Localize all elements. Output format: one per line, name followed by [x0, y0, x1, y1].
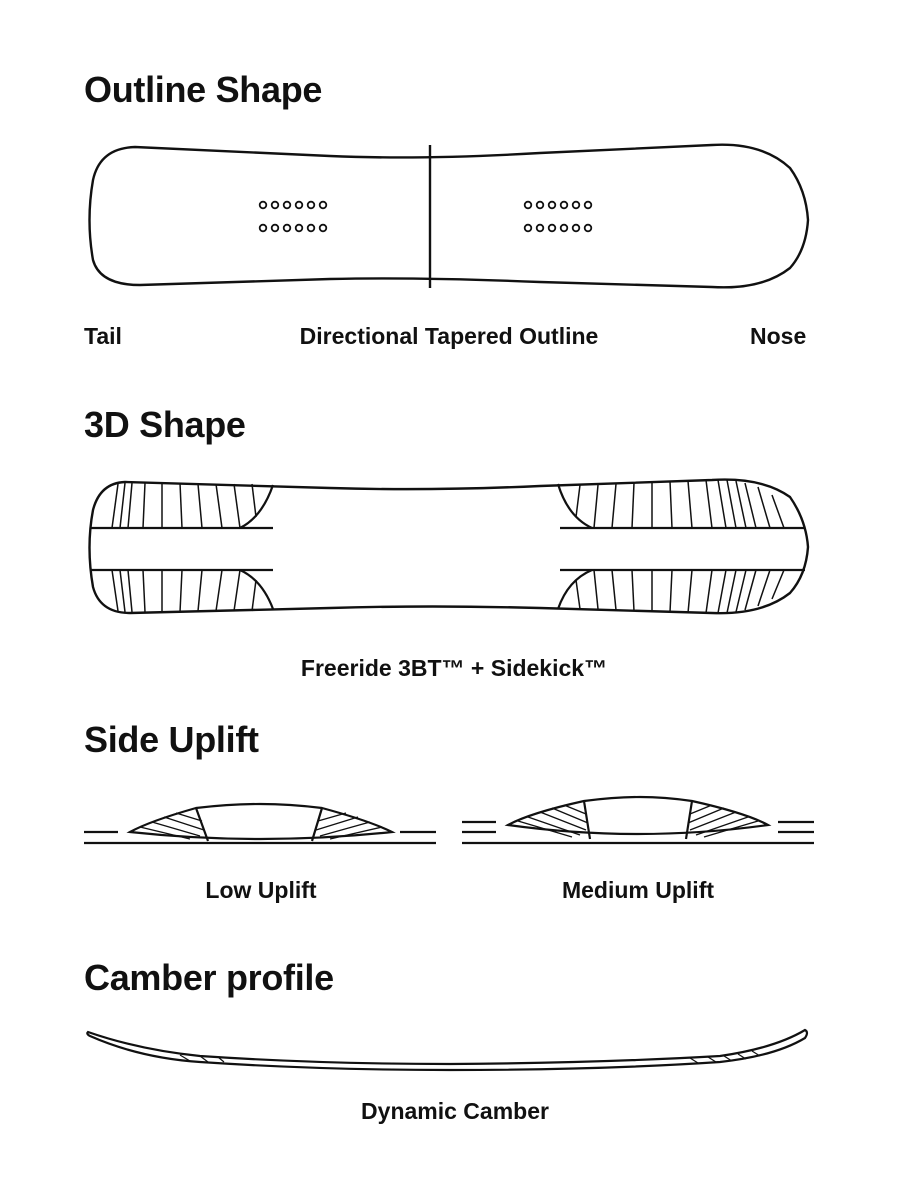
side-uplift-title: Side Uplift: [84, 719, 259, 760]
nose-label: Nose: [750, 323, 807, 349]
tail-insert-pack: [260, 202, 327, 232]
board-3d-outline: [90, 480, 809, 614]
camber-caption: Dynamic Camber: [361, 1098, 549, 1124]
medium-uplift-diagram: [0, 795, 900, 850]
nose-bottom-hatching: [576, 570, 784, 613]
nose-insert-pack: [525, 202, 592, 232]
3d-shape-caption: Freeride 3BT™ + Sidekick™: [300, 655, 608, 681]
outline-shape-title: Outline Shape: [84, 69, 323, 110]
3d-shape-title: 3D Shape: [84, 404, 246, 445]
outline-type-label: Directional Tapered Outline: [299, 323, 599, 349]
3d-shape-diagram: [0, 475, 900, 620]
camber-profile-diagram: [0, 1020, 900, 1075]
low-uplift-label: Low Uplift: [205, 877, 317, 903]
tail-bottom-hatching: [112, 570, 256, 612]
camber-profile-shape: [87, 1030, 807, 1070]
outline-shape-diagram: [0, 140, 900, 295]
tail-channel-top-curve: [240, 485, 273, 528]
nose-top-hatching: [576, 480, 784, 528]
nose-channel-top-curve: [558, 484, 592, 528]
tail-top-hatching: [112, 483, 256, 528]
camber-core-hatching: [180, 1051, 760, 1063]
medium-uplift-profile: [508, 797, 768, 834]
camber-profile-title: Camber profile: [84, 957, 334, 998]
tail-label: Tail: [84, 323, 122, 349]
tail-channel-bottom-curve: [240, 570, 273, 609]
nose-channel-bottom-curve: [558, 570, 592, 609]
board-outline: [90, 145, 809, 288]
medium-uplift-label: Medium Uplift: [561, 877, 715, 903]
